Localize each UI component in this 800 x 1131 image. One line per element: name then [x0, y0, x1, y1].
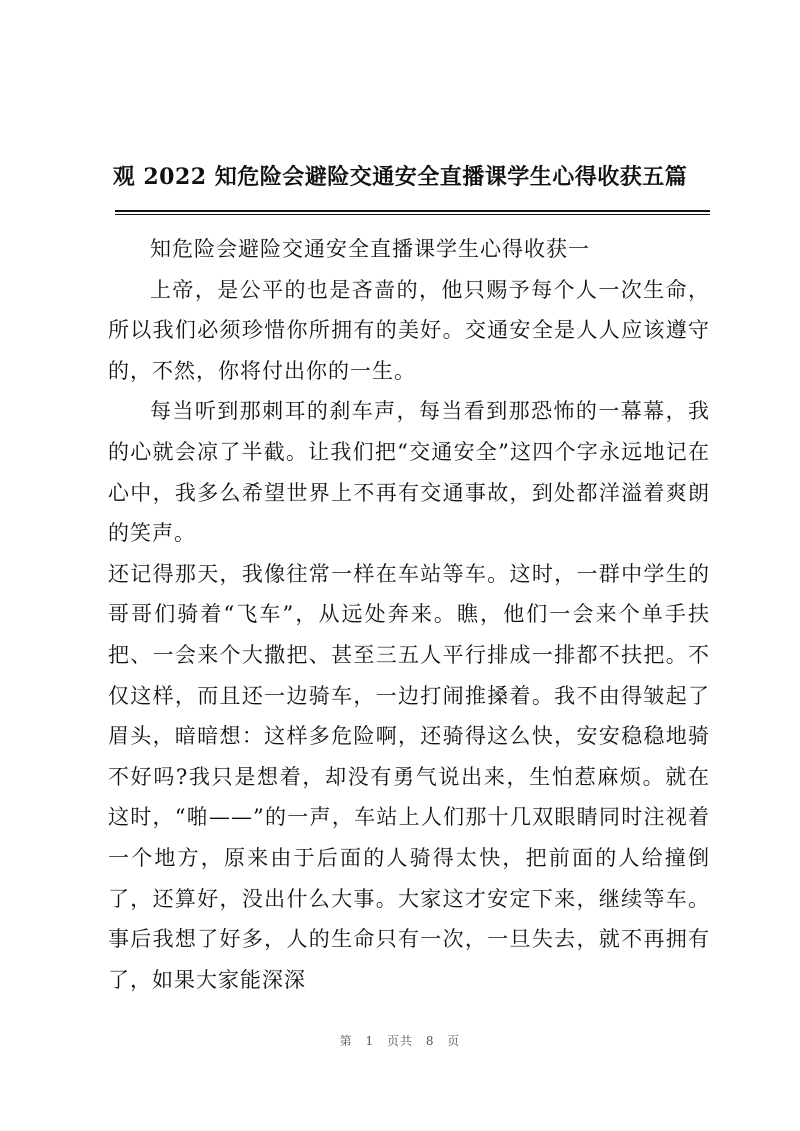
title-rule-thick: [115, 210, 710, 212]
title-rule-thin: [115, 214, 710, 215]
document-title: 观 2022 知危险会避险交通安全直播课学生心得收获五篇: [112, 164, 688, 190]
footer-current-page: 1: [365, 1034, 375, 1048]
footer-suffix: 页: [447, 1034, 461, 1048]
footer-prefix: 第: [339, 1034, 353, 1048]
paragraph: 每当听到那刺耳的刹车声，每当看到那恐怖的一幕幕，我的心就会凉了半截。让我们把“交通安全”这四个字永远地记在心中，我多么希望世界上不再有交通事故，到处都洋溢着爽朗的笑声。: [108, 399, 710, 546]
footer-middle: 页共: [386, 1034, 413, 1048]
footer-total-pages: 8: [425, 1034, 435, 1048]
page-footer: [0, 1032, 800, 1049]
document-body: [108, 229, 710, 1000]
paragraph: 上帝，是公平的也是吝啬的，他只赐予每个人一次生命，所以我们必须珍惜你所拥有的美好。交通安全是人人应该遵守的，不然，你将付出你的一生。: [108, 277, 710, 383]
paragraph-subtitle: 知危险会避险交通安全直播课学生心得收获一: [150, 237, 590, 261]
paragraph: 还记得那天，我像往常一样在车站等车。这时，一群中学生的哥哥们骑着“飞车”，从远处奔来。瞧，他们一会来个单手扶把、一会来个大撒把、甚至三五人平行排成一排都不扶把。不仅这样，而且还一边骑车，一边打闹推搡着。我不由得皱起了眉头，暗暗想：这样多危险啊，还骑得这么快，安安稳稳地骑不好吗?我只是想着，却没有勇气说出来，生怕惹麻烦。就在这时，“啪——”的一声，车站上人们那十几双眼睛同时注视着一个地方，原来由于后面的人骑得太快，把前面的人给撞倒了，还算好，没出什么大事。大家这才安定下来，继续等车。事后我想了好多，人的生命只有一次，一旦失去，就不再拥有了，如果大家能深深: [108, 561, 710, 992]
